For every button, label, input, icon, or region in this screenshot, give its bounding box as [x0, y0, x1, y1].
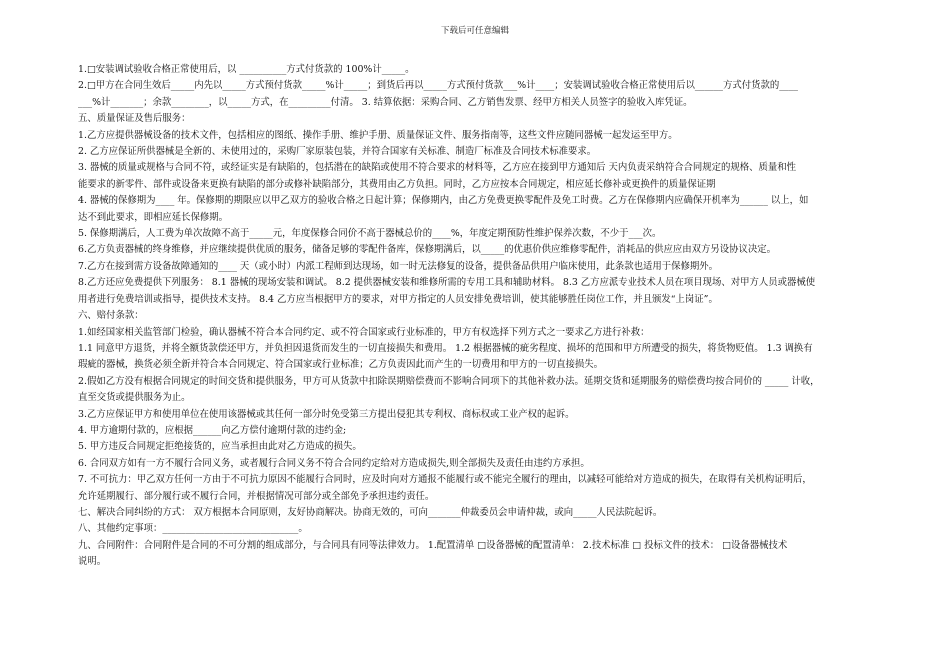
text-line: 1.1 同意甲方退货，并将全额货款偿还甲方，并负担因退货而发生的一切直接损失和费用。 1.2 根据器械的疵劣程度、损坏的范围和甲方所遭受的损失，将货物贬值。 1.3 调换有	[78, 342, 813, 354]
text-line: 8.乙方还应免费提供下列服务： 8.1 器械的现场安装和调试。 8.2 提供器械安装和维修所需的专用工具和辅助材料。 8.3 乙方应派专业技术人员在项目现场、对甲方人员或器械使	[78, 277, 816, 289]
text-line: 允许延期履行、部分履行或不履行合同，并根据情况可部分或全部免予承担违约责任。	[78, 490, 435, 502]
text-line: 2.□甲方在合同生效后_____内先以_____方式预付货款_____%计_____；到货后再以_____方式预付货款___%计____；安装调试验收合格正常使用后以______方式付货款的____	[78, 80, 798, 92]
text-line: 瑕疵的器械，换货必须全新并符合本合同规定、符合国家或行业标准；乙方负责因此而产生的一切费用和甲方的一切直接损失。	[78, 359, 604, 371]
text-line: 5. 保修期满后，人工费为单次故障不高于_____元，年度保修合同价不高于器械总价的____%，年度定期预防性维护保养次数，不少于___次。	[78, 228, 662, 240]
text-line: 六、赔付条款：	[78, 310, 144, 322]
contract-body	[78, 62, 878, 571]
text-line: 七、解决合同纠纷的方式： 双方根据本合同原则，友好协商解决。协商无效的，可向_______仲裁委员会申请仲裁，或向_____人民法院起诉。	[78, 506, 663, 518]
text-line: 3.乙方应保证甲方和使用单位在使用该器械或其任何一部分时免受第三方提出侵犯其专利权、商标权或工业产权的起诉。	[78, 408, 575, 420]
text-line: 4. 器械的保修期为____ 年。保修期的期限应以甲乙双方的验收合格之日起计算；保修期内，由乙方免费更换零配件及免工时费。乙方在保修期内应确保开机率为______ 以上，如	[78, 195, 809, 207]
text-line: 能要求的新零件、部件或设备来更换有缺陷的部分或修补缺陷部分，其费用由乙方负担。同时，乙方应按本合同规定，相应延长修补或更换件的质量保证期	[78, 178, 716, 190]
text-line: 五、质量保证及售后服务：	[78, 113, 191, 125]
text-line: 7.乙方在接到需方设备故障通知的____ 天（或小时）内派工程师到达现场，如一时无法修复的设备，提供备品供用户临床使用，此条款也适用于保修期外。	[78, 260, 719, 272]
text-line: 3. 器械的质量或规格与合同不符，或经证实是有缺陷的，包括潜在的缺陷或使用不符合要求的材料等，乙方应在接到甲方通知后 天内负责采纳符合合同规定的规格、质量和性	[78, 162, 797, 174]
text-line: 用者进行免费培训或指导，提供技术支持。 8.4 乙方应当根据甲方的要求，对甲方指定的人员安排免费培训，使其能够胜任岗位工作，并且颁发“上岗证”。	[78, 293, 718, 305]
text-line: 说明。	[78, 556, 107, 568]
text-line: 达不到此要求，即相应延长保修期。	[78, 211, 229, 223]
text-line: 6. 合同双方如有一方不履行合同义务，或者履行合同义务不符合合同约定给对方造成损失,则全部损失及责任由违约方承担。	[78, 457, 590, 469]
text-line: 6.乙方负责器械的终身维修，并应继续提供优质的服务，储备足够的零配件备库，保修期满后，以_____的优惠价供应维修零配件，消耗品的供应应由双方另设协议决定。	[78, 244, 777, 256]
text-line: 7. 不可抗力：甲乙双方任何一方由于不可抗力原因不能履行合同时，应及时向对方通报不能履行或不能完全履行的理由，以减轻可能给对方造成的损失，在取得有关机构证明后，	[78, 474, 812, 486]
text-line: ___%计_______；余款________，以_____方式，在_________付清。 3. 结算依据：采购合同、乙方销售发票、经甲方相关人员签字的验收入库凭证。	[78, 96, 693, 108]
text-line: 5. 甲方违反合同规定拒绝接货的，应当承担由此对乙方造成的损失。	[78, 441, 362, 453]
text-line: 九、合同附件：合同附件是合同的不可分割的组成部分，与合同具有同等法律效力。 1.配置清单 □设备器械的配置清单： 2.技术标准 □ 投标文件的技术： □设备器械技术	[78, 539, 788, 551]
text-line: 2. 乙方应保证所供器械是全新的、未使用过的，采购厂家原装包装，并符合国家有关标准、制造厂标准及合同技术标准要求。	[78, 146, 597, 158]
text-line: 2.假如乙方没有根据合同规定的时间交货和提供服务，甲方可从货款中扣除误期赔偿费而不影响合同项下的其他补救办法。延期交货和延期服务的赔偿费均按合同价的 _____ 计收，	[78, 375, 820, 387]
text-line: 1.如经国家相关监管部门检验，确认器械不符合本合同约定、或不符合国家或行业标准的，甲方有权选择下列方式之一要求乙方进行补救：	[78, 326, 650, 338]
text-line: 4. 甲方逾期付款的，应根据______向乙方偿付逾期付款的违约金;	[78, 424, 347, 436]
text-line: 直至交货或提供服务为止。	[78, 392, 191, 404]
page-header: 下载后可任意编辑	[440, 26, 509, 36]
text-line: 八、其他约定事项：_____________________________。	[78, 523, 308, 535]
text-line: 1.乙方应提供器械设备的技术文件，包括相应的图纸、操作手册、维护手册、质量保证文件、服务指南等，这些文件应随同器械一起发运至甲方。	[78, 129, 678, 141]
text-line: 1.□安装调试验收合格正常使用后，以 __________方式付货款的 100%计_____。	[78, 64, 415, 75]
